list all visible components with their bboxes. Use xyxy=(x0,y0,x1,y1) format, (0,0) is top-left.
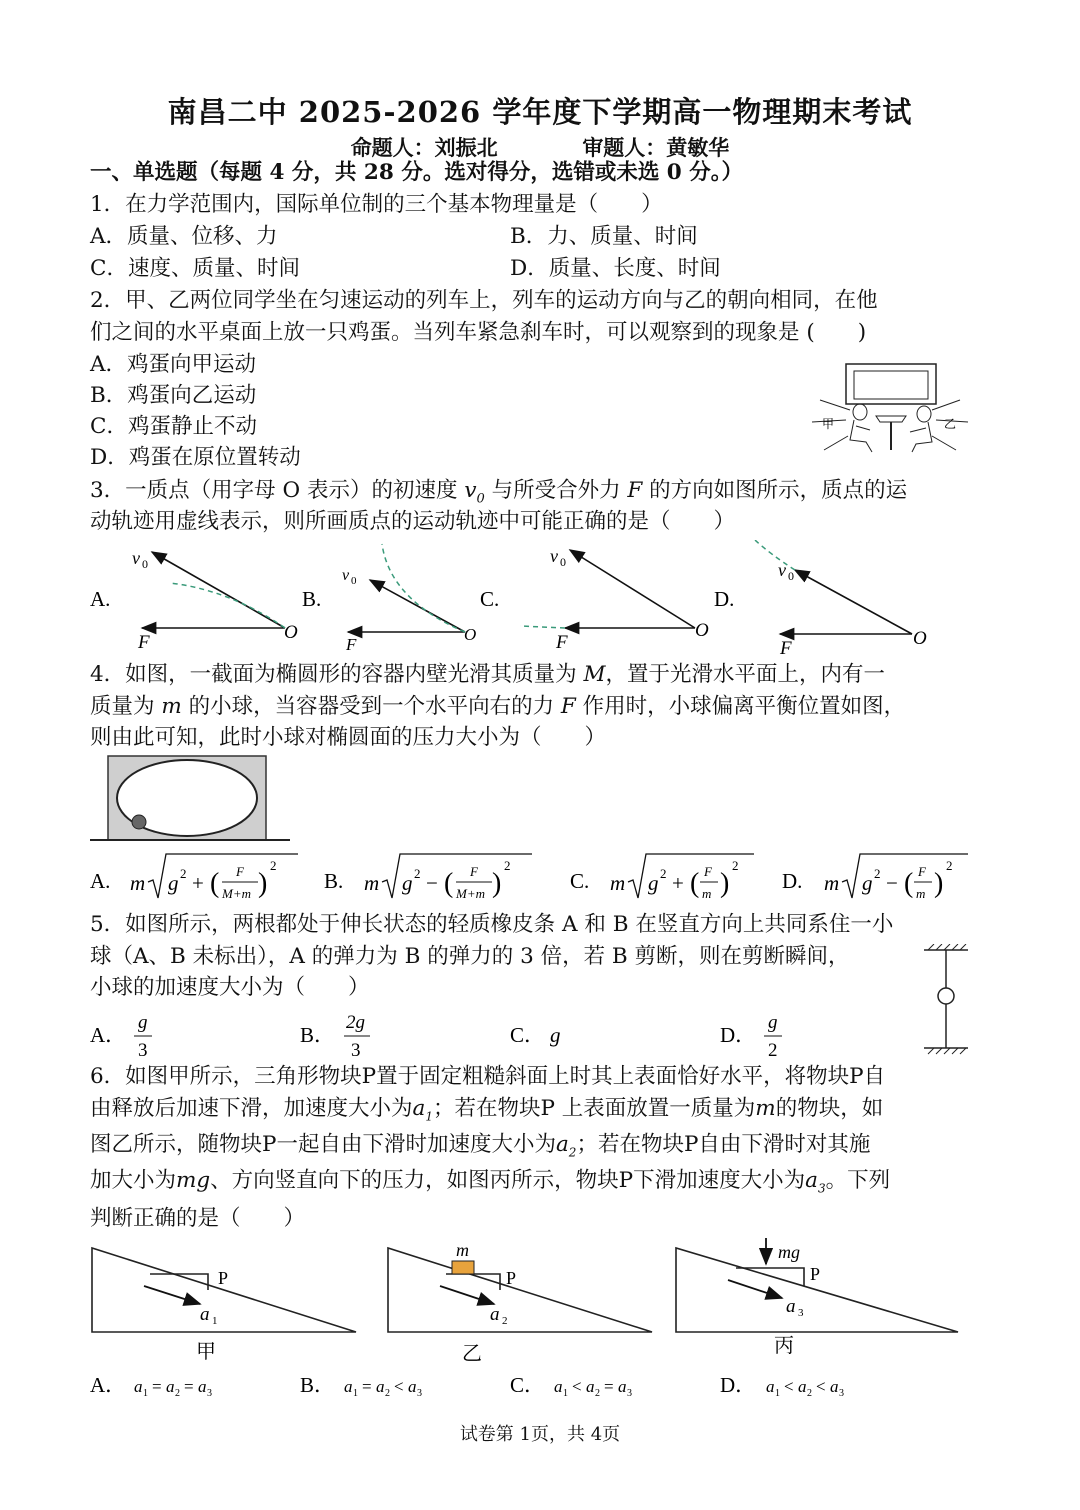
svg-text:g: g xyxy=(550,1023,561,1047)
q3-opt-d: D. xyxy=(714,587,735,611)
q6-fig-a1-sub: 1 xyxy=(212,1315,218,1327)
svg-text:2: 2 xyxy=(385,1388,390,1399)
svg-text:−: − xyxy=(886,871,898,895)
rubber-band-figure xyxy=(918,944,974,1056)
svg-text:−: − xyxy=(426,871,438,895)
fig-jia xyxy=(92,1248,356,1363)
svg-text:1: 1 xyxy=(775,1388,780,1399)
svg-text:a: a xyxy=(198,1377,207,1396)
q6-a1 xyxy=(412,1096,433,1124)
q1-option-b: B．力、质量、时间 xyxy=(510,224,698,249)
section-heading: 一、单选题（每题 4 分，共 28 分。选对得分，选错或未选 0 分。） xyxy=(90,160,744,185)
svg-text:m: m xyxy=(130,871,146,895)
q2-stem-line2: 们之间的水平桌面上放一只鸡蛋。当列车紧急刹车时，可以观察到的现象是 ( ) xyxy=(90,320,867,345)
q4-opt-b: B. xyxy=(324,869,344,893)
svg-text:+: + xyxy=(672,871,684,895)
q3-text-c: 的方向如图所示，质点的运 xyxy=(642,478,908,503)
q6-opt-d: D． xyxy=(720,1373,757,1397)
q2-stem-line1: 2．甲、乙两位同学坐在匀速运动的列车上，列车的运动方向与乙的朝向相同，在他 xyxy=(90,288,878,313)
svg-text:(: ( xyxy=(210,868,220,899)
svg-text:m: m xyxy=(824,871,840,895)
svg-text:v: v xyxy=(778,560,786,580)
q6-t4: 图乙所示，随物块P一起自由下滑时加速度大小为 xyxy=(90,1132,556,1157)
svg-text:m: m xyxy=(364,871,380,895)
q5-opt-c: C． xyxy=(510,1023,546,1047)
q6-a1-sub: 1 xyxy=(425,1109,433,1124)
exam-title: 南昌二中 2025-2026 学年度下学期高一物理期末考试 xyxy=(167,95,913,129)
svg-text:3: 3 xyxy=(627,1388,632,1399)
svg-text:v: v xyxy=(550,546,558,566)
svg-text:F: F xyxy=(556,632,568,653)
svg-text:g: g xyxy=(138,1012,148,1033)
svg-text:a: a xyxy=(344,1377,353,1396)
q3-v-sub: 0 xyxy=(476,491,485,507)
q6-fig-a3: a xyxy=(786,1296,796,1317)
q5-stem-line2: 球（A、B 未标出），A 的弹力为 B 的弹力的 3 倍，若 B 剪断，则在剪断瞬间， xyxy=(90,944,850,969)
svg-text:2: 2 xyxy=(595,1388,600,1399)
svg-text:a: a xyxy=(376,1377,385,1396)
q6-a3-base: a xyxy=(805,1168,818,1193)
svg-text:a: a xyxy=(798,1377,807,1396)
q6-caption-jia: 甲 xyxy=(196,1341,216,1363)
q6-t7: 、方向竖直向下的压力，如图丙所示，物块P下滑加速度大小为 xyxy=(210,1168,806,1193)
svg-text:2: 2 xyxy=(660,866,667,881)
svg-text:F: F xyxy=(236,864,244,879)
q5-opt-b: B． xyxy=(300,1023,336,1047)
svg-text:a: a xyxy=(586,1377,595,1396)
q6-options xyxy=(88,1370,888,1404)
q4-text-e: 作用时，小球偏离平衡位置如图， xyxy=(575,694,906,719)
q4-F: F xyxy=(560,694,576,719)
svg-text:O: O xyxy=(464,625,477,644)
svg-text:): ) xyxy=(720,868,730,899)
q6-t2: ；若在物块P 上表面放置一质量为 xyxy=(432,1096,756,1121)
page-footer: 试卷第 1页，共 4页 xyxy=(459,1424,621,1445)
q5-opt-d: D． xyxy=(720,1023,757,1047)
svg-text:<: < xyxy=(816,1377,826,1396)
q5-opt-a: A． xyxy=(90,1023,127,1047)
q6-line1: 6．如图甲所示，三角形物块P置于固定粗糙斜面上时其上表面恰好水平，将物块P自 xyxy=(90,1064,886,1089)
q1-option-a: A．质量、位移、力 xyxy=(90,224,278,249)
setter: 命题人：刘振北 xyxy=(350,135,498,160)
q6-mg: mg xyxy=(176,1168,211,1193)
svg-text:0: 0 xyxy=(351,575,357,587)
svg-text:F: F xyxy=(780,638,792,655)
svg-text:O: O xyxy=(695,620,709,641)
q6-a3 xyxy=(805,1168,826,1196)
q6-a3-sub: 3 xyxy=(817,1181,826,1196)
svg-text:=: = xyxy=(152,1377,162,1396)
q4-m: m xyxy=(161,694,182,719)
q3-f: F xyxy=(627,478,643,503)
q6-p-2: P xyxy=(506,1268,517,1288)
q3-figures xyxy=(80,540,980,655)
q3-opt-c: C. xyxy=(480,587,500,611)
q3-opt-b: B. xyxy=(302,587,322,611)
svg-text:2: 2 xyxy=(414,866,421,881)
q3-v0 xyxy=(464,478,485,507)
svg-text:g: g xyxy=(402,871,413,895)
svg-text:g: g xyxy=(168,871,179,895)
svg-text:F: F xyxy=(138,632,150,653)
svg-text:0: 0 xyxy=(142,557,148,571)
q5-options xyxy=(88,1008,808,1064)
svg-text:m: m xyxy=(610,871,626,895)
fig-label-yi: 乙 xyxy=(944,417,957,431)
svg-text:F: F xyxy=(704,864,712,879)
svg-text:3: 3 xyxy=(138,1040,148,1061)
q6-line5: 判断正确的是（ ） xyxy=(90,1206,306,1231)
q3-stem-line2: 动轨迹用虚线表示，则所画质点的运动轨迹中可能正确的是（ ） xyxy=(90,509,736,534)
q1-option-c: C．速度、质量、时间 xyxy=(90,256,300,281)
svg-text:(: ( xyxy=(904,868,914,899)
q6-t8: 。下列 xyxy=(825,1168,891,1193)
svg-text:2: 2 xyxy=(732,858,739,873)
q6-caption-yi: 乙 xyxy=(462,1343,482,1364)
svg-text:): ) xyxy=(492,868,502,899)
svg-text:F: F xyxy=(470,864,478,879)
q6-opt-c: C． xyxy=(510,1373,546,1397)
q6-line3 xyxy=(90,1130,870,1167)
svg-text:2: 2 xyxy=(180,866,187,881)
q6-t5: ；若在物块P自由下滑时对其施 xyxy=(576,1132,871,1157)
svg-text:0: 0 xyxy=(560,555,566,569)
svg-text:=: = xyxy=(184,1377,194,1396)
q6-line2 xyxy=(90,1094,883,1131)
q5-stem-line1: 5．如图所示，两根都处于伸长状态的轻质橡皮条 A 和 B 在竖直方向上共同系住一小 xyxy=(90,912,894,937)
svg-text:0: 0 xyxy=(788,569,794,583)
q3-opt-a: A. xyxy=(90,587,111,611)
q4-stem-line1 xyxy=(90,660,885,690)
svg-text:a: a xyxy=(408,1377,417,1396)
svg-text:): ) xyxy=(258,868,268,899)
q6-opt-a: A． xyxy=(90,1373,127,1397)
svg-text:m: m xyxy=(702,886,712,901)
q6-a2-sub: 2 xyxy=(568,1145,577,1160)
fig-yi xyxy=(388,1240,652,1364)
q6-line4 xyxy=(90,1166,890,1203)
svg-text:(: ( xyxy=(690,868,700,899)
svg-text:F: F xyxy=(346,635,357,654)
svg-text:<: < xyxy=(784,1377,794,1396)
q6-fig-a2: a xyxy=(490,1304,500,1325)
q4-opt-d: D. xyxy=(782,869,803,893)
q4-text-b: ，置于光滑水平面上，内有一 xyxy=(605,662,886,687)
q6-p-1: P xyxy=(218,1268,229,1288)
q6-m: m xyxy=(755,1096,776,1121)
svg-text:3: 3 xyxy=(417,1388,422,1399)
svg-text:v: v xyxy=(342,567,350,584)
svg-text:a: a xyxy=(618,1377,627,1396)
svg-text:(: ( xyxy=(444,868,454,899)
svg-text:v: v xyxy=(132,548,140,568)
svg-text:<: < xyxy=(394,1377,404,1396)
svg-text:M+m: M+m xyxy=(222,886,251,901)
svg-text:2: 2 xyxy=(270,858,277,873)
svg-text:g: g xyxy=(862,871,873,895)
fig-label-jia: 甲 xyxy=(822,417,835,431)
q2-option-a: A．鸡蛋向甲运动 xyxy=(90,352,257,377)
q1-stem: 1．在力学范围内，国际单位制的三个基本物理量是（ ） xyxy=(90,192,663,217)
q3-text-b: 与所受合外力 xyxy=(484,478,628,503)
q6-p-3: P xyxy=(810,1264,821,1284)
q5-stem-line3: 小球的加速度大小为（ ） xyxy=(90,975,370,1000)
svg-text:1: 1 xyxy=(353,1388,358,1399)
q4-text-d: 的小球，当容器受到一个水平向右的力 xyxy=(181,694,561,719)
q6-a2 xyxy=(555,1132,577,1160)
q6-fig-a1: a xyxy=(200,1304,210,1325)
svg-text:2: 2 xyxy=(946,858,953,873)
svg-text:=: = xyxy=(362,1377,372,1396)
q6-a2-base: a xyxy=(555,1132,569,1157)
svg-text:<: < xyxy=(572,1377,582,1396)
q6-a1-base: a xyxy=(412,1096,426,1121)
svg-text:1: 1 xyxy=(563,1388,568,1399)
svg-text:2: 2 xyxy=(175,1388,180,1399)
q6-fig-a3-sub: 3 xyxy=(798,1307,804,1319)
svg-text:2: 2 xyxy=(504,858,511,873)
svg-text:g: g xyxy=(648,871,659,895)
fig-bing xyxy=(676,1238,958,1357)
svg-text:a: a xyxy=(554,1377,563,1396)
svg-text:2: 2 xyxy=(807,1388,812,1399)
q2-option-b: B．鸡蛋向乙运动 xyxy=(90,383,257,408)
svg-text:2: 2 xyxy=(874,866,881,881)
svg-text:g: g xyxy=(768,1012,778,1033)
q4-opt-c: C. xyxy=(570,869,590,893)
q4-opt-a: A. xyxy=(90,869,111,893)
svg-text:M+m: M+m xyxy=(456,886,485,901)
svg-text:a: a xyxy=(134,1377,143,1396)
q3-v: v xyxy=(464,478,477,503)
q6-t1: 由释放后加速下滑，加速度大小为 xyxy=(90,1096,413,1121)
q4-stem-line3: 则由此可知，此时小球对椭圆面的压力大小为（ ） xyxy=(90,725,607,750)
q6-t6: 加大小为 xyxy=(90,1168,177,1193)
svg-text:O: O xyxy=(284,622,298,643)
q4-text-c: 质量为 xyxy=(90,694,162,719)
svg-text:3: 3 xyxy=(839,1388,844,1399)
q4-stem-line2 xyxy=(90,692,905,722)
reviewer: 审题人：黄敏华 xyxy=(582,135,730,160)
svg-text:a: a xyxy=(166,1377,175,1396)
svg-text:m: m xyxy=(916,886,926,901)
svg-text:F: F xyxy=(918,864,926,879)
svg-text:a: a xyxy=(766,1377,775,1396)
q4-options xyxy=(88,848,988,910)
train-figure xyxy=(810,360,970,465)
q6-fig-mg: mg xyxy=(778,1242,800,1262)
q6-fig-m: m xyxy=(456,1240,469,1260)
q6-opt-b: B． xyxy=(300,1373,336,1397)
svg-text:O: O xyxy=(913,628,927,649)
svg-text:+: + xyxy=(192,871,204,895)
svg-text:a: a xyxy=(830,1377,839,1396)
q3-text-a: 3．一质点（用字母 O 表示）的初速度 xyxy=(90,478,465,503)
q2-option-d: D．鸡蛋在原位置转动 xyxy=(90,445,301,470)
q4-M: M xyxy=(583,662,606,687)
q2-option-c: C．鸡蛋静止不动 xyxy=(90,414,257,439)
svg-text:1: 1 xyxy=(143,1388,148,1399)
svg-text:2g: 2g xyxy=(346,1012,365,1033)
svg-text:3: 3 xyxy=(351,1040,361,1061)
q6-figures xyxy=(88,1238,978,1364)
svg-text:2: 2 xyxy=(768,1040,778,1061)
svg-text:3: 3 xyxy=(207,1388,212,1399)
q1-option-d: D．质量、长度、时间 xyxy=(510,256,721,281)
q6-t3: 的物块，如 xyxy=(775,1096,884,1121)
svg-text:=: = xyxy=(604,1377,614,1396)
q4-text-a: 4．如图，一截面为椭圆形的容器内壁光滑其质量为 xyxy=(90,662,584,687)
svg-text:): ) xyxy=(934,868,944,899)
q6-caption-bing: 丙 xyxy=(774,1335,794,1357)
q6-fig-a2-sub: 2 xyxy=(502,1315,508,1327)
ellipse-container-figure xyxy=(90,752,290,844)
